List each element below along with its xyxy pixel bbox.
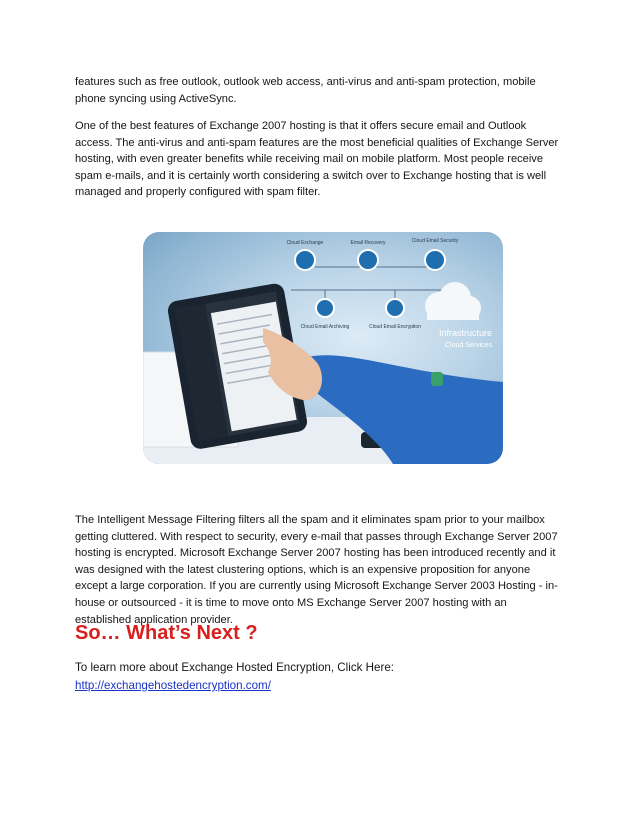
section-heading: So… What’s Next ? [75,622,258,644]
label-cloud-email-encryption: Cloud Email Encryption [369,324,421,330]
paragraph-message-filtering: The Intelligent Message Filtering filters all the spam and it eliminates spam prior to your mailbox getting cluttered. With respect to security, every e-mail that passes through Exchange Server 2007 hosting is encrypted. Microsoft Exchange Server 2007 hosting has been introduced recently and it was designed with the latest clustering options, which is an expensive proposition for anyone except a large corporation. If you are currently using Microsoft Exchange Server 2003 Hosting - in-house or outsourced - it is time to move onto MS Exchange Server 2007 hosting with an established application provider. [75,514,558,626]
learn-more-text: To learn more about Exchange Hosted Encryption, Click Here: [75,661,394,674]
label-infrastructure: Infrastructure [439,328,493,338]
label-cloud-email-archiving: Cloud Email Archiving [300,324,350,330]
shield-icon [431,372,443,386]
label-cloud-exchange: Cloud Exchange [286,240,324,246]
cloud-email-archiving-icon [316,299,334,317]
paragraph-best-features: One of the best features of Exchange 2007 hosting is that it offers secure email and Outlook access. The anti-virus and anti-spam features are the most beneficial qualities of Exchange Server hosting, with even greater benefits while receiving mail on mobile platform. Most people receive spam e-mails, and it is certainly worth considering a switch over to Exchange hosting that is well managed and properly configured with spam filter. [75,120,559,199]
cloud-exchange-icon [295,250,315,270]
cloud-email-security-icon [425,250,445,270]
cloud-icon [425,282,481,320]
label-cloud-services: Cloud Services [445,342,493,349]
cloud-email-encryption-icon [386,299,404,317]
exchange-encryption-link[interactable]: http://exchangehostedencryption.com/ [75,679,271,692]
exchange-hosting-illustration [143,232,503,464]
paragraph-intro: features such as free outlook, outlook web access, anti-virus and anti-spam protection, mobile phone syncing using ActiveSync. [75,76,536,105]
label-email-recovery: Email Recovery [350,240,386,246]
label-cloud-email-security: Cloud Email Security [411,238,459,244]
illustration-svg [143,232,503,464]
email-recovery-icon [358,250,378,270]
